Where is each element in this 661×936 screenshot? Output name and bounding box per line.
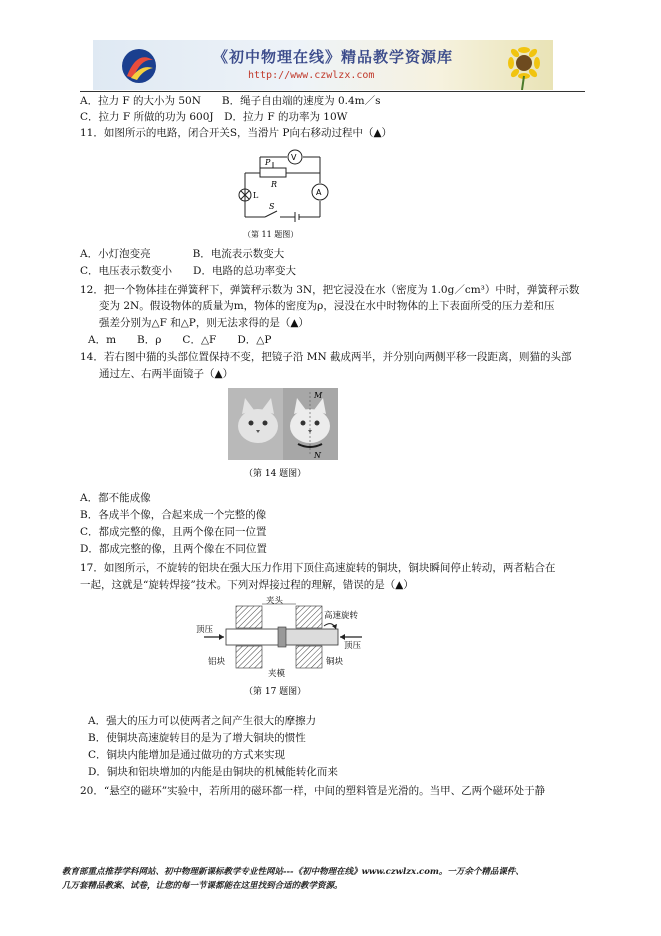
q17-option-b: B．使铜块高速旋转目的是为了增大铜块的惯性 [88,732,306,744]
q14-stem-line1: 14．若右图中猫的头部位置保持不变，把镜子沿 MN 截成两半，并分别向两侧平移一段距离，则猫的头部 [80,351,572,363]
q17-option-c: C．铜块内能增加是通过做功的方式来实现 [88,749,286,761]
q11-circuit-figure [225,143,335,241]
q12-stem-line2: 变为 2N。假设物体的质量为m，物体的密度为ρ，浸没在水中时物体的上下表面所受的压力差和压 [99,300,555,312]
q12-stem-line1: 12．把一个物体挂在弹簧秤下，弹簧秤示数为 3N，把它浸没在水（密度为 1.0g／cm³）中时，弹簧秤示数 [80,284,580,296]
q14-option-c: C．都成完整的像，且两个像在同一位置 [80,526,267,538]
clamp-die-label: 夹模 [268,669,286,679]
footer-line1: 教育部重点推荐学科网站、初中物理新课标教学专业性网站---《初中物理在线》www.czwlzx.com。一万余个精品课件、 [62,867,524,877]
q10-options-ab: A．拉力 F 的大小为 50N B．绳子自由端的速度为 0.4m／s [80,95,381,107]
footer-line2: 几万套精品教案、试卷，让您的每一节课都能在这里找到合适的教学资源。 [62,881,343,891]
press-right-label: 顶压 [344,641,362,651]
q17-stem-line2: 一起，这就是“旋转焊接”技术。下列对焊接过程的理解，错误的是（▲） [80,579,414,591]
q14-cat-mirror-figure [228,388,338,482]
q17-option-d: D．铜块和铝块增加的内能是由铜块的机械能转化而来 [88,766,338,778]
q20-stem-line1: 20．“悬空的磁环”实验中，若所用的磁环都一样，中间的塑料管是光滑的。当甲、乙两个磁环处于静 [80,785,546,797]
q14-figure-caption: （第 14 题图） [244,469,307,479]
q14-option-a: A．都不能成像 [80,492,151,504]
sunflower-icon [488,40,553,90]
ammeter-label: A [316,188,322,197]
aluminum-block-label: 铝块 [208,657,226,667]
press-left-label: 顶压 [196,625,214,635]
copper-block-label: 铜块 [326,657,344,667]
site-url[interactable]: http://www.czwlzx.com [248,70,375,81]
header-rule [80,91,585,92]
q11-options-ab: A．小灯泡变亮 B．电流表示数变大 [80,248,285,260]
q12-options: A．m B．ρ C．△F D．△P [88,334,272,346]
q11-options-cd: C．电压表示数变小 D．电路的总功率变大 [80,265,296,277]
switch-label: S [269,202,275,211]
site-logo [119,46,159,86]
q14-option-d: D．都成完整的像，且两个像在不同位置 [80,543,267,555]
lamp-label: L [253,191,259,200]
header-banner [93,40,553,90]
clamp-head-label: 夹头 [266,596,284,606]
q17-welding-figure [196,596,386,700]
resistor-label: R [271,180,278,189]
voltmeter-label: V [291,153,297,162]
high-speed-rotation-label: 高速旋转 [324,611,359,621]
q11-figure-caption: （第 11 题图） [243,230,299,239]
mirror-label-m: M [314,391,323,400]
slider-label: P [265,158,271,167]
mirror-label-n: N [314,451,321,460]
q17-stem-line1: 17．如图所示，不旋转的铝块在强大压力作用下顶住高速旋转的铜块，铜块瞬间停止转动，两者粘合在 [80,562,556,574]
q14-option-b: B．各成半个像，合起来成一个完整的像 [80,509,267,521]
q10-options-cd: C．拉力 F 所做的功为 600J D．拉力 F 的功率为 10W [80,111,348,123]
q12-stem-line3: 强差分别为△F 和△P，则无法求得的是（▲） [99,317,309,329]
q17-option-a: A．强大的压力可以使两者之间产生很大的摩擦力 [88,715,317,727]
q17-figure-caption: （第 17 题图） [244,687,307,697]
q11-stem: 11．如图所示的电路，闭合开关S，当滑片 P向右移动过程中（▲） [80,127,393,139]
q14-stem-line2: 通过左、右两半面镜子（▲） [99,368,234,380]
site-title: 《初中物理在线》精品教学资源库 [213,48,454,66]
